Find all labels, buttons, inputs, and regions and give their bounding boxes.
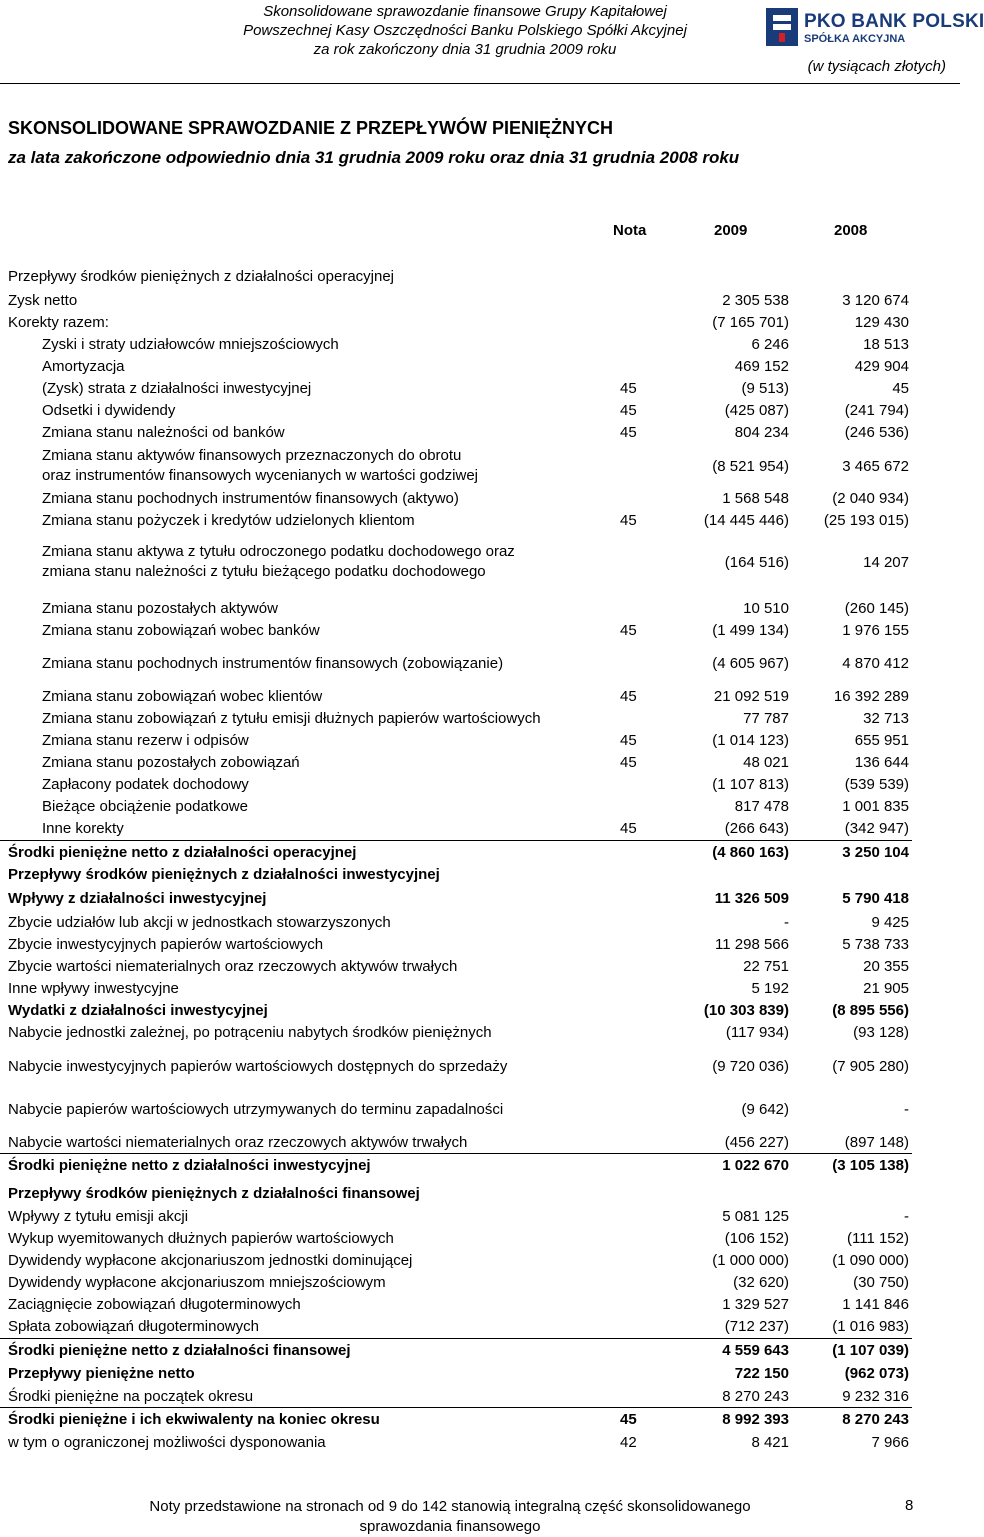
row-value-2008: (342 947) — [844, 820, 909, 837]
row-label: Odsetki i dywidendy — [42, 402, 176, 419]
row-label: Środki pieniężne i ich ekwiwalenty na koniec okresu — [8, 1411, 380, 1428]
row-value-2008: 8 270 243 — [842, 1411, 909, 1428]
row-value-2008: 136 644 — [854, 754, 909, 771]
row-label: Przepływy środków pieniężnych z działalności finansowej — [8, 1185, 420, 1202]
table-row — [0, 864, 960, 886]
row-label: Przepływy środków pieniężnych z działalności inwestycyjnej — [8, 866, 440, 883]
logo-name: PKO BANK POLSKI — [804, 11, 984, 32]
table-row — [0, 1099, 960, 1121]
row-value-2008: 5 790 418 — [842, 890, 909, 907]
row-label: Środki pieniężne na początek okresu — [8, 1388, 254, 1405]
row-label: Nabycie papierów wartościowych utrzymywanych do terminu zapadalności — [8, 1101, 504, 1118]
row-value-2009: 469 152 — [734, 358, 789, 375]
row-value-2009: 22 751 — [743, 958, 789, 975]
row-value-2008: (3 105 138) — [832, 1157, 909, 1174]
row-nota: 45 — [620, 512, 637, 529]
row-value-2009: 8 992 393 — [722, 1411, 789, 1428]
row-value-2008: 18 513 — [863, 336, 909, 353]
row-value-2008: (7 905 280) — [832, 1058, 909, 1075]
row-value-2009: (425 087) — [724, 402, 789, 419]
row-value-2009: 804 234 — [734, 424, 789, 441]
row-value-2008: 3 120 674 — [842, 292, 909, 309]
row-value-2008: (962 073) — [844, 1365, 909, 1382]
row-value-2009: (9 720 036) — [712, 1058, 789, 1075]
row-value-2009: (9 513) — [741, 380, 789, 397]
row-value-2008: 429 904 — [854, 358, 909, 375]
column-nota: Nota — [613, 222, 647, 239]
row-label: Dywidendy wypłacone akcjonariuszom jednostki dominującej — [8, 1252, 413, 1269]
row-value-2008: (30 750) — [853, 1274, 909, 1291]
row-label-continued: oraz instrumentów finansowych wycenianych w wartości godziwej — [42, 467, 479, 484]
table-row — [0, 956, 960, 978]
row-value-2009: (32 620) — [733, 1274, 789, 1291]
row-value-2008: 21 905 — [863, 980, 909, 997]
row-nota: 45 — [620, 754, 637, 771]
table-row — [0, 1000, 960, 1022]
row-value-2009: (1 000 000) — [712, 1252, 789, 1269]
row-value-2008: (25 193 015) — [823, 512, 909, 529]
row-value-2009: (456 227) — [724, 1134, 789, 1151]
row-value-2008: 4 870 412 — [842, 655, 909, 672]
row-value-2009: 1 568 548 — [722, 490, 789, 507]
row-value-2008: 1 001 835 — [842, 798, 909, 815]
row-label: Wpływy z tytułu emisji akcji — [8, 1208, 189, 1225]
row-value-2009: (1 107 813) — [712, 776, 789, 793]
row-value-2009: (106 152) — [724, 1230, 789, 1247]
row-value-2009: (9 642) — [741, 1101, 789, 1118]
footer-line-1: Noty przedstawione na stronach od 9 do 142 stanowią integralną część skonsolidowanego — [149, 1498, 751, 1515]
table-row — [0, 422, 960, 444]
column-2008: 2008 — [834, 222, 868, 239]
row-nota: 45 — [620, 688, 637, 705]
row-value-2008: 1 976 155 — [842, 622, 909, 639]
table-row — [0, 356, 960, 378]
row-value-2009: 8 421 — [751, 1434, 789, 1451]
row-label: w tym o ograniczonej możliwości dysponowania — [8, 1434, 326, 1451]
row-label: Nabycie wartości niematerialnych oraz rzeczowych aktywów trwałych — [8, 1134, 468, 1151]
table-row — [0, 1409, 960, 1431]
subtotal-rule — [0, 1407, 912, 1408]
row-value-2009: 4 559 643 — [722, 1342, 789, 1359]
row-value-2008: 16 392 289 — [833, 688, 909, 705]
row-value-2008: 9 425 — [871, 914, 909, 931]
table-row — [0, 620, 960, 642]
row-nota: 45 — [620, 424, 637, 441]
row-value-2008: 9 232 316 — [842, 1388, 909, 1405]
currency-unit: (w tysiącach złotych) — [807, 58, 946, 75]
column-2009: 2009 — [714, 222, 748, 239]
table-row — [0, 1294, 960, 1316]
row-label: Nabycie inwestycyjnych papierów wartościowych dostępnych do sprzedaży — [8, 1058, 508, 1075]
row-label-group — [42, 542, 515, 582]
row-value-2009: (1 499 134) — [712, 622, 789, 639]
row-value-2009: 1 329 527 — [722, 1296, 789, 1313]
row-value-2009: (14 445 446) — [703, 512, 789, 529]
row-value-2008: (241 794) — [844, 402, 909, 419]
table-row — [0, 1022, 960, 1044]
row-label: Zmiana stanu pozostałych zobowiązań — [42, 754, 300, 771]
table-row — [0, 1386, 960, 1408]
row-nota: 45 — [620, 1411, 637, 1428]
table-row — [0, 1155, 960, 1177]
row-value-2009: (8 521 954) — [712, 458, 789, 475]
row-value-2008: (260 145) — [844, 600, 909, 617]
row-label: Zmiana stanu zobowiązań wobec klientów — [42, 688, 323, 705]
row-value-2009: 722 150 — [734, 1365, 789, 1382]
table-row — [0, 1316, 960, 1338]
row-label: Zapłacony podatek dochodowy — [42, 776, 249, 793]
table-row — [0, 1183, 960, 1205]
row-value-2008: - — [904, 1208, 909, 1225]
header-divider — [0, 83, 960, 84]
row-value-2008: 655 951 — [854, 732, 909, 749]
row-value-2009: (10 303 839) — [703, 1002, 789, 1019]
table-row — [0, 708, 960, 730]
pko-logo — [764, 6, 984, 52]
table-row — [0, 842, 960, 864]
table-row — [0, 510, 960, 532]
row-label: Zyski i straty udziałowców mniejszościowych — [42, 336, 339, 353]
row-value-2008: (246 536) — [844, 424, 909, 441]
row-label: Środki pieniężne netto z działalności inwestycyjnej — [8, 1157, 371, 1174]
row-label: Zmiana stanu zobowiązań wobec banków — [42, 622, 320, 639]
subtotal-rule — [0, 840, 912, 841]
header-line-1: Skonsolidowane sprawozdanie finansowe Grupy Kapitałowej — [263, 3, 667, 20]
row-label: Przepływy pieniężne netto — [8, 1365, 195, 1382]
row-label: Zbycie udziałów lub akcji w jednostkach stowarzyszonych — [8, 914, 391, 931]
row-label: Wydatki z działalności inwestycyjnej — [8, 1002, 268, 1019]
row-value-2008: 1 141 846 — [842, 1296, 909, 1313]
row-value-2009: 11 326 509 — [714, 890, 789, 907]
row-value-2009: (266 643) — [724, 820, 789, 837]
table-row — [0, 1272, 960, 1294]
document-title: SKONSOLIDOWANE SPRAWOZDANIE Z PRZEPŁYWÓW PIENIĘŻNYCH — [8, 118, 614, 138]
row-value-2009: 21 092 519 — [713, 688, 789, 705]
table-row — [0, 1363, 960, 1385]
row-value-2008: 20 355 — [863, 958, 909, 975]
table-row — [0, 488, 960, 510]
logo-subtitle: SPÓŁKA AKCYJNA — [804, 33, 906, 45]
row-value-2009: 48 021 — [743, 754, 789, 771]
row-label: Korekty razem: — [8, 314, 109, 331]
row-value-2009: (4 860 163) — [712, 844, 789, 861]
footer-line-2: sprawozdania finansowego — [359, 1518, 541, 1535]
bank-emblem-icon — [766, 8, 798, 46]
row-value-2008: (897 148) — [844, 1134, 909, 1151]
row-value-2009: 8 270 243 — [722, 1388, 789, 1405]
row-value-2008: (539 539) — [844, 776, 909, 793]
table-row — [0, 334, 960, 356]
row-value-2009: 5 081 125 — [722, 1208, 789, 1225]
table-row — [0, 978, 960, 1000]
row-label: Zmiana stanu pochodnych instrumentów finansowych (zobowiązanie) — [42, 655, 504, 672]
row-label: Zmiana stanu pozostałych aktywów — [42, 600, 278, 617]
row-value-2009: (117 934) — [725, 1024, 789, 1041]
row-value-2008: (8 895 556) — [832, 1002, 909, 1019]
header-line-2: Powszechnej Kasy Oszczędności Banku Polskiego Spółki Akcyjnej — [243, 22, 687, 39]
table-row — [0, 1432, 960, 1454]
row-label: Zaciągnięcie zobowiązań długoterminowych — [8, 1296, 301, 1313]
row-label: Środki pieniężne netto z działalności finansowej — [8, 1342, 351, 1359]
row-value-2008: (1 107 039) — [832, 1342, 909, 1359]
row-value-2008: 5 738 733 — [842, 936, 909, 953]
row-label: Wykup wyemitowanych dłużnych papierów wartościowych — [8, 1230, 394, 1247]
row-label: Bieżące obciążenie podatkowe — [42, 798, 248, 815]
header-line-3: za rok zakończony dnia 31 grudnia 2009 roku — [313, 41, 617, 58]
subtotal-rule — [0, 1153, 912, 1154]
row-value-2008: 32 713 — [863, 710, 909, 727]
row-label: Spłata zobowiązań długoterminowych — [8, 1318, 259, 1335]
row-label: Zmiana stanu zobowiązań z tytułu emisji dłużnych papierów wartościowych — [42, 710, 541, 727]
row-label: Zmiana stanu aktywa z tytułu odroczonego podatku dochodowego oraz — [42, 543, 515, 560]
row-nota: 45 — [620, 732, 637, 749]
row-value-2008: - — [904, 1101, 909, 1118]
row-value-2009: - — [784, 914, 789, 931]
row-label: Inne wpływy inwestycyjne — [8, 980, 179, 997]
row-label: Zmiana stanu aktywów finansowych przeznaczonych do obrotu — [42, 447, 462, 464]
table-row — [0, 686, 960, 708]
table-row — [0, 1056, 960, 1078]
row-value-2009: (7 165 701) — [712, 314, 789, 331]
row-label: Zbycie wartości niematerialnych oraz rzeczowych aktywów trwałych — [8, 958, 458, 975]
table-row — [0, 888, 960, 910]
row-label: Zmiana stanu rezerw i odpisów — [42, 732, 249, 749]
row-label-continued: zmiana stanu należności z tytułu bieżącego podatku dochodowego — [42, 563, 486, 580]
table-row — [0, 266, 960, 288]
table-row — [0, 378, 960, 400]
row-value-2009: 77 787 — [743, 710, 789, 727]
table-row — [0, 446, 960, 484]
table-row — [0, 1228, 960, 1250]
row-value-2008: 14 207 — [863, 554, 909, 571]
row-label: Przepływy środków pieniężnych z działalności operacyjnej — [8, 268, 395, 285]
table-row — [0, 912, 960, 934]
row-label: Zmiana stanu pożyczek i kredytów udzielonych klientom — [42, 512, 415, 529]
table-row — [0, 400, 960, 422]
row-value-2009: 5 192 — [751, 980, 789, 997]
row-value-2008: 45 — [892, 380, 909, 397]
row-label-group — [42, 446, 478, 486]
row-nota: 45 — [620, 402, 637, 419]
footer-note — [120, 1497, 780, 1537]
row-value-2008: (1 016 983) — [832, 1318, 909, 1335]
table-row — [0, 290, 960, 312]
row-value-2008: 3 250 104 — [842, 844, 909, 861]
report-header — [220, 2, 710, 59]
row-value-2009: 1 022 670 — [722, 1157, 789, 1174]
row-label: Zysk netto — [8, 292, 78, 309]
row-label: Środki pieniężne netto z działalności operacyjnej — [8, 844, 357, 861]
row-value-2009: (1 014 123) — [712, 732, 789, 749]
row-value-2008: 3 465 672 — [842, 458, 909, 475]
row-nota: 45 — [620, 380, 637, 397]
row-value-2009: 6 246 — [751, 336, 789, 353]
row-value-2009: 10 510 — [743, 600, 789, 617]
row-label: Inne korekty — [42, 820, 124, 837]
document-subtitle: za lata zakończone odpowiednio dnia 31 grudnia 2009 roku oraz dnia 31 grudnia 2008 roku — [8, 148, 740, 167]
row-value-2008: (93 128) — [853, 1024, 909, 1041]
row-value-2009: (712 237) — [724, 1318, 789, 1335]
row-label: Zmiana stanu należności od banków — [42, 424, 285, 441]
table-row — [0, 796, 960, 818]
row-value-2009: (4 605 967) — [712, 655, 789, 672]
table-row — [0, 730, 960, 752]
table-row — [0, 1206, 960, 1228]
table-row — [0, 818, 960, 840]
table-row — [0, 653, 960, 675]
row-value-2008: (111 152) — [847, 1230, 909, 1247]
table-row — [0, 598, 960, 620]
row-value-2008: (1 090 000) — [832, 1252, 909, 1269]
row-nota: 42 — [620, 1434, 637, 1451]
table-row — [0, 774, 960, 796]
row-value-2008: 129 430 — [854, 314, 909, 331]
row-nota: 45 — [620, 820, 637, 837]
row-value-2009: 817 478 — [734, 798, 789, 815]
row-label: Zmiana stanu pochodnych instrumentów finansowych (aktywo) — [42, 490, 459, 507]
row-value-2009: 2 305 538 — [722, 292, 789, 309]
row-nota: 45 — [620, 622, 637, 639]
table-row — [0, 1340, 960, 1362]
row-label: Nabycie jednostki zależnej, po potrąceniu nabytych środków pieniężnych — [8, 1024, 492, 1041]
row-value-2009: (164 516) — [724, 554, 789, 571]
row-value-2008: (2 040 934) — [832, 490, 909, 507]
row-label: Dywidendy wypłacone akcjonariuszom mniejszościowym — [8, 1274, 386, 1291]
subtotal-rule — [0, 1338, 912, 1339]
table-row — [0, 1132, 960, 1154]
row-label: (Zysk) strata z działalności inwestycyjnej — [42, 380, 312, 397]
table-row — [0, 312, 960, 334]
table-row — [0, 752, 960, 774]
row-value-2009: 11 298 566 — [715, 936, 789, 953]
page-number: 8 — [905, 1497, 914, 1514]
table-row — [0, 1250, 960, 1272]
table-row — [0, 934, 960, 956]
row-label: Wpływy z działalności inwestycyjnej — [8, 890, 267, 907]
row-label: Zbycie inwestycyjnych papierów wartościowych — [8, 936, 324, 953]
row-label: Amortyzacja — [42, 358, 125, 375]
table-row — [0, 542, 960, 580]
row-value-2008: 7 966 — [871, 1434, 909, 1451]
